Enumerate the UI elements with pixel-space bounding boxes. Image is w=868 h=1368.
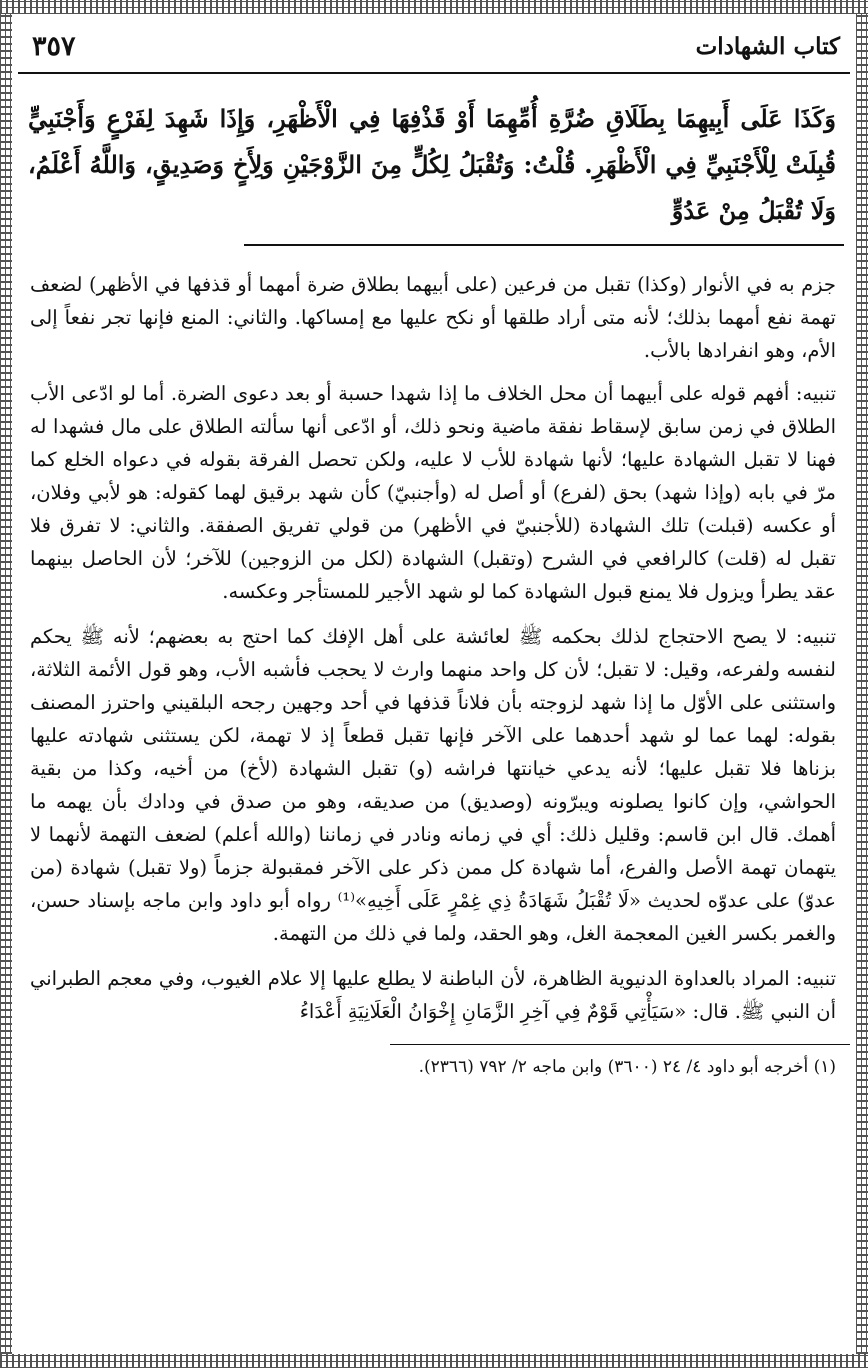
running-title: كتاب الشهادات (695, 32, 840, 60)
page-number: ٣٥٧ (32, 30, 76, 62)
ornamental-border-top (0, 0, 868, 14)
commentary-paragraph: جزم به في الأنوار (وكذا) تقبل من فرعين (على أبيهما بطلاق ضرة أمهما أو قذفها في الأظهر) لضعف تهمة نفع أمهما بذلك؛ لأنه متى أراد طلقها أو نكح عليها مع إمساكها. والثاني: المنع فإنها تجر نفعاً إلى الأم، وهو انفرادها بالأب. (30, 273, 836, 362)
commentary-paragraph: تنبيه: لا يصح الاحتجاج لذلك بحكمه ﷺ لعائشة على أهل الإفك كما احتج به بعضهم؛ لأنه ﷺ يحكم لنفسه ولفرعه، وقيل: لا تقبل؛ لأن كل واحد منهما وارث لا يحجب فأشبه الأب، وهو قول الأئمة الثلاثة، واستثنى على الأوّل ما إذا شهد لزوجته بأن فلاناً قذفها في أحد وجهين رجحه البلقيني واحترز المصنف بقوله: لهما عما لو شهد أحدهما على الآخر فإنها تقبل قطعاً إذ لا تهمة، لكن يستثنى شهادته عليها بزناها فلا تقبل عليها؛ لأنه يدعي خيانتها فراشه (و) تقبل الشهادة (لأخ) من أخيه، وكذا من بقية الحواشي، وإن كانوا يصلونه ويبرّونه (وصديق) من صديقه، وهو من صدق في ودادك بأن يهمه ما أهمك. قال ابن قاسم: وقليل ذلك: أي في زمانه ونادر في زماننا (والله أعلم) لضعف التهمة لأنهما لا يتهمان تهمة الأصل والفرع، أما شهادة كل ممن ذكر على الآخر فمقبولة جزماً (ولا تقبل) شهادة (من عدوّ) على عدوّه لحديث «لَا تُقْبَلُ شَهَادَةُ ذِي غِمْرٍ عَلَى أَخِيهِ»⁽¹⁾ رواه أبو داود وابن ماجه بإسناد حسن، والغمر بكسر الغين المعجمة الغل، وهو الحقد، ولما في ذلك من التهمة. (30, 625, 836, 945)
commentary-body (18, 268, 850, 1028)
book-page (18, 20, 850, 1346)
commentary-paragraph: تنبيه: المراد بالعداوة الدنيوية الظاهرة، لأن الباطنة لا يطلع عليها إلا علام الغيوب، وفي معجم الطبراني أن النبي ﷺ. قال: «سَيَأْتِي قَوْمٌ فِي آخِرِ الزَّمَانِ إِخْوَانُ الْعَلَانِيَةِ أَعْدَاءُ (30, 967, 836, 1023)
page-header (18, 20, 850, 74)
commentary-paragraph: تنبيه: أفهم قوله على أبيهما أن محل الخلاف ما إذا شهدا حسبة أو بعد دعوى الضرة. أما لو ادّعى الأب الطلاق في زمن سابق لإسقاط نفقة ماضية ونحو ذلك، أو ادّعى أنها سألته الطلاق على مال فشهدا له فهنا لا تقبل الشهادة عليها؛ لأنها شهادة للأب لا عليه، ولكن تحصل الفرقة بقوله في دعواه الخلع كما مرّ في بابه (وإذا شهد) بحق (لفرع) أو أصل له (وأجنبيّ) كأن شهد برقيق لهما كقوله: هو لأبي وفلان، أو عكسه (قبلت) تلك الشهادة (للأجنبيّ في الأظهر) من قولي تفريق الصفقة. والثاني: لا تفرق فلا تقبل له (قلت) كالرافعي في الشرح (وتقبل) الشهادة (لكل من الزوجين) للآخر؛ لأن الحاصل بينهما عقد يطرأ ويزول فلا يمنع قبول الشهادة كما لو شهد الأجير للمستأجر وعكسه. (30, 382, 836, 603)
matn-text: وَكَذَا عَلَى أَبِيهِمَا بِطَلَاقِ ضُرَّةِ أُمِّهِمَا أَوْ قَذْفِهَا فِي الْأَظْهَرِ، وَإِذَا شَهِدَ لِفَرْعٍ وَأَجْنَبِيٍّ قُبِلَتْ لِلْأَجْنَبِيِّ فِي الْأَظْهَرِ. قُلْتُ: وَتُقْبَلُ لِكُلٍّ مِنَ الزَّوْجَيْنِ وَلِأَخٍ وَصَدِيقٍ، وَاللَّهُ أَعْلَمُ، وَلَا تُقْبَلُ مِنْ عَدُوٍّ (28, 104, 836, 225)
ornamental-border-bottom (0, 1354, 868, 1368)
footnote: (١) أخرجه أبو داود ٤/ ٢٤ (٣٦٠٠) وابن ماجه ٢/ ٧٩٢ (٢٣٦٦). (418, 1057, 836, 1077)
matn-separator (244, 244, 844, 246)
ornamental-border-right (856, 14, 868, 1354)
footnote-separator (390, 1044, 850, 1045)
ornamental-border-left (0, 14, 12, 1354)
